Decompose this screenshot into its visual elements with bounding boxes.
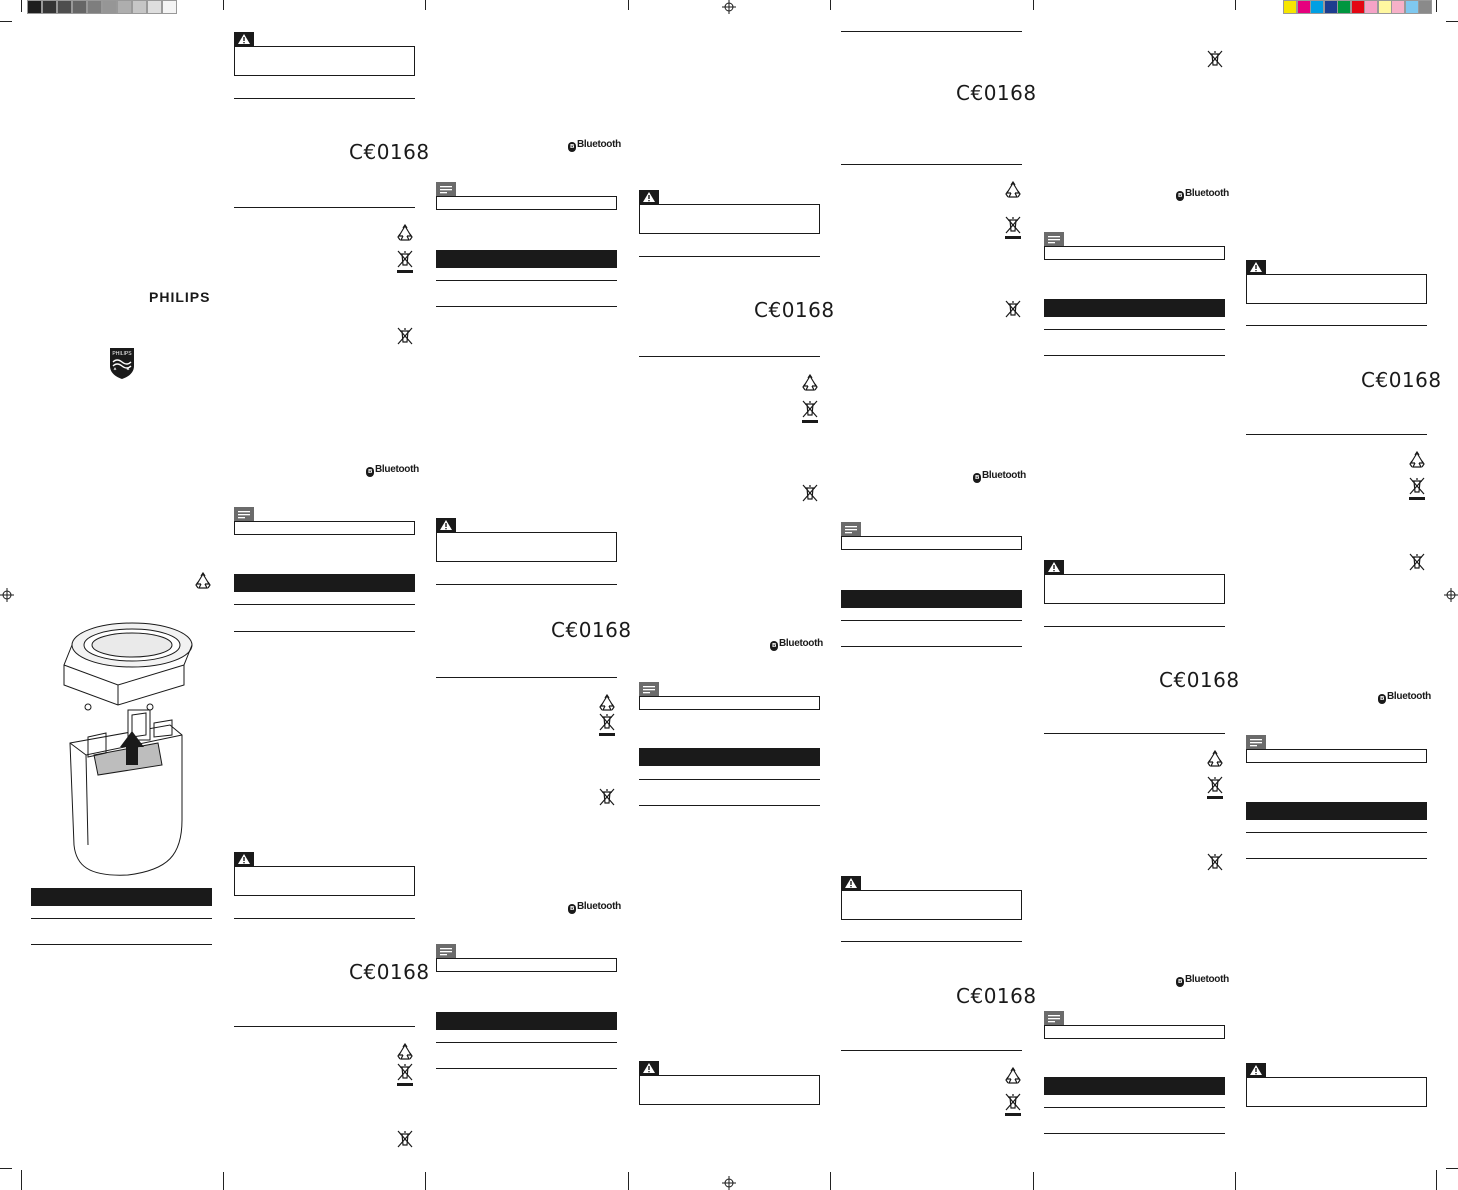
- bluetooth-icon: ʙ: [771, 642, 776, 649]
- note-lines-icon: [1044, 232, 1064, 246]
- bluetooth-label: Bluetooth: [1387, 691, 1431, 702]
- divider: [436, 280, 617, 281]
- section-heading-bar: [841, 590, 1022, 608]
- crossed-bin-icon: [396, 250, 414, 274]
- note-box: [436, 196, 617, 210]
- recycle-icon: [1004, 181, 1022, 199]
- color-swatch: [1310, 0, 1324, 14]
- recycle-icon: [194, 572, 212, 590]
- divider: [436, 1068, 617, 1069]
- ce-mark: [551, 618, 632, 642]
- warning-triangle-icon: [234, 32, 254, 46]
- section-heading-bar: [436, 1012, 617, 1030]
- color-swatch: [1337, 0, 1351, 14]
- bluetooth-label: Bluetooth: [577, 901, 621, 912]
- warning-box: [1246, 1077, 1427, 1107]
- note-box: [639, 696, 820, 710]
- divider: [1044, 733, 1225, 734]
- section-heading-bar: [639, 748, 820, 766]
- crossed-bin-icon: [1206, 853, 1224, 871]
- grey-swatch: [42, 0, 57, 14]
- divider: [1246, 832, 1427, 833]
- bluetooth-icon: ʙ: [1177, 978, 1182, 985]
- crossed-bin-icon: [598, 788, 616, 806]
- divider: [1246, 858, 1427, 859]
- bluetooth-logo: [1176, 188, 1229, 201]
- divider: [1044, 1107, 1225, 1108]
- ce-logo: C€: [956, 984, 984, 1008]
- ce-number: 0168: [983, 984, 1037, 1008]
- warning-triangle-icon: [841, 876, 861, 890]
- crossed-bin-icon: [1004, 1093, 1022, 1117]
- warning-box: [841, 890, 1022, 920]
- ce-number: 0168: [376, 140, 430, 164]
- note-lines-icon: [234, 507, 254, 521]
- crossed-bin-icon: [801, 484, 819, 502]
- note-lines-icon: [639, 682, 659, 696]
- speaker-battery-illustration: [58, 615, 194, 877]
- bluetooth-logo: [1378, 691, 1431, 704]
- recycle-icon: [1004, 1067, 1022, 1085]
- divider: [639, 356, 820, 357]
- philips-shield-logo: [108, 346, 136, 380]
- recycle-icon: [396, 224, 414, 242]
- divider: [639, 256, 820, 257]
- divider: [841, 620, 1022, 621]
- divider: [31, 944, 212, 945]
- registration-mark-icon: [1444, 588, 1458, 602]
- crossed-bin-icon: [598, 713, 616, 737]
- bluetooth-icon: ʙ: [974, 474, 979, 481]
- ce-number: 0168: [578, 618, 632, 642]
- ce-mark: [956, 984, 1037, 1008]
- divider: [234, 631, 415, 632]
- divider: [31, 918, 212, 919]
- warning-box: [234, 866, 415, 896]
- note-lines-icon: [1246, 735, 1266, 749]
- note-box: [841, 536, 1022, 550]
- ce-logo: C€: [1159, 668, 1187, 692]
- bluetooth-icon: ʙ: [569, 905, 574, 912]
- ce-number: 0168: [1186, 668, 1240, 692]
- section-heading-bar: [436, 250, 617, 268]
- registration-mark-icon: [0, 588, 14, 602]
- grey-swatch: [72, 0, 87, 14]
- ce-logo: C€: [551, 618, 579, 642]
- section-heading-bar: [1246, 802, 1427, 820]
- ce-mark: [754, 298, 835, 322]
- bluetooth-label: Bluetooth: [982, 470, 1026, 481]
- color-swatch: [1418, 0, 1432, 14]
- divider: [639, 779, 820, 780]
- ce-logo: C€: [956, 81, 984, 105]
- section-heading-bar: [1044, 1077, 1225, 1095]
- section-heading-bar: [1044, 299, 1225, 317]
- recycle-icon: [1206, 750, 1224, 768]
- crossed-bin-icon: [396, 1063, 414, 1087]
- note-lines-icon: [436, 944, 456, 958]
- bluetooth-logo: [1176, 974, 1229, 987]
- divider: [841, 941, 1022, 942]
- color-swatch: [1405, 0, 1419, 14]
- bluetooth-logo: [568, 901, 621, 914]
- section-heading-bar: [234, 574, 415, 592]
- recycle-icon: [801, 374, 819, 392]
- note-box: [1044, 246, 1225, 260]
- crossed-bin-icon: [396, 327, 414, 345]
- ce-mark: [1361, 368, 1442, 392]
- ce-number: 0168: [1388, 368, 1442, 392]
- bluetooth-logo: [366, 464, 419, 477]
- divider: [234, 207, 415, 208]
- crossed-bin-icon: [801, 400, 819, 424]
- ce-logo: C€: [349, 140, 377, 164]
- ce-number: 0168: [781, 298, 835, 322]
- divider: [1246, 325, 1427, 326]
- grey-swatch: [147, 0, 162, 14]
- color-swatch: [1297, 0, 1311, 14]
- bluetooth-logo: [973, 470, 1026, 483]
- registration-mark-icon: [722, 0, 736, 14]
- color-swatch: [1364, 0, 1378, 14]
- recycle-icon: [598, 694, 616, 712]
- note-lines-icon: [436, 182, 456, 196]
- warning-triangle-icon: [1044, 560, 1064, 574]
- ce-mark: [956, 81, 1037, 105]
- bluetooth-logo: [568, 139, 621, 152]
- divider: [234, 918, 415, 919]
- ce-logo: C€: [349, 960, 377, 984]
- recycle-icon: [396, 1043, 414, 1061]
- divider: [841, 646, 1022, 647]
- divider: [1044, 626, 1225, 627]
- crossed-bin-icon: [1408, 553, 1426, 571]
- divider: [841, 164, 1022, 165]
- warning-triangle-icon: [1246, 260, 1266, 274]
- warning-triangle-icon: [234, 852, 254, 866]
- color-swatch: [1351, 0, 1365, 14]
- note-box: [1246, 749, 1427, 763]
- registration-mark-icon: [722, 1176, 736, 1190]
- color-swatch: [1378, 0, 1392, 14]
- svg-text:PHILIPS: PHILIPS: [112, 351, 132, 357]
- divider: [436, 677, 617, 678]
- note-lines-icon: [1044, 1011, 1064, 1025]
- divider: [1044, 329, 1225, 330]
- bluetooth-logo: [770, 638, 823, 651]
- warning-triangle-icon: [1246, 1063, 1266, 1077]
- ce-mark: [349, 960, 430, 984]
- divider: [1044, 355, 1225, 356]
- bluetooth-icon: ʙ: [569, 143, 574, 150]
- bluetooth-icon: ʙ: [1177, 192, 1182, 199]
- note-box: [436, 958, 617, 972]
- divider: [1044, 1133, 1225, 1134]
- bluetooth-label: Bluetooth: [1185, 188, 1229, 199]
- divider: [639, 805, 820, 806]
- warning-triangle-icon: [639, 190, 659, 204]
- warning-triangle-icon: [436, 518, 456, 532]
- ce-mark: [349, 140, 430, 164]
- crossed-bin-icon: [396, 1130, 414, 1148]
- bluetooth-label: Bluetooth: [375, 464, 419, 475]
- philips-wordmark: PHILIPS: [149, 289, 211, 305]
- section-heading-bar: [31, 888, 212, 906]
- grey-swatch: [27, 0, 42, 14]
- bluetooth-label: Bluetooth: [577, 139, 621, 150]
- ce-number: 0168: [376, 960, 430, 984]
- bluetooth-icon: ʙ: [1379, 695, 1384, 702]
- grey-swatch: [102, 0, 117, 14]
- warning-box: [234, 46, 415, 76]
- bluetooth-icon: ʙ: [367, 468, 372, 475]
- crossed-bin-icon: [1004, 300, 1022, 318]
- ce-logo: C€: [754, 298, 782, 322]
- ce-number: 0168: [983, 81, 1037, 105]
- warning-box: [639, 204, 820, 234]
- ce-mark: [1159, 668, 1240, 692]
- ce-logo: C€: [1361, 368, 1389, 392]
- grey-swatch: [132, 0, 147, 14]
- warning-triangle-icon: [639, 1061, 659, 1075]
- divider: [436, 1042, 617, 1043]
- note-lines-icon: [841, 522, 861, 536]
- note-box: [1044, 1025, 1225, 1039]
- grey-swatch: [117, 0, 132, 14]
- crossed-bin-icon: [1206, 776, 1224, 800]
- warning-box: [1044, 574, 1225, 604]
- note-box: [234, 521, 415, 535]
- bluetooth-label: Bluetooth: [779, 638, 823, 649]
- divider: [1246, 434, 1427, 435]
- color-swatch: [1283, 0, 1297, 14]
- bluetooth-label: Bluetooth: [1185, 974, 1229, 985]
- warning-box: [436, 532, 617, 562]
- grey-swatch: [162, 0, 177, 14]
- divider: [234, 1026, 415, 1027]
- grey-swatch: [57, 0, 72, 14]
- grey-swatch: [87, 0, 102, 14]
- color-swatch: [1324, 0, 1338, 14]
- recycle-icon: [1408, 451, 1426, 469]
- divider: [841, 31, 1022, 32]
- divider: [234, 98, 415, 99]
- warning-box: [639, 1075, 820, 1105]
- crossed-bin-icon: [1004, 216, 1022, 240]
- divider: [436, 584, 617, 585]
- warning-box: [1246, 274, 1427, 304]
- divider: [436, 306, 617, 307]
- divider: [841, 1050, 1022, 1051]
- divider: [234, 604, 415, 605]
- crossed-bin-icon: [1206, 50, 1224, 68]
- crossed-bin-icon: [1408, 477, 1426, 501]
- color-swatch: [1391, 0, 1405, 14]
